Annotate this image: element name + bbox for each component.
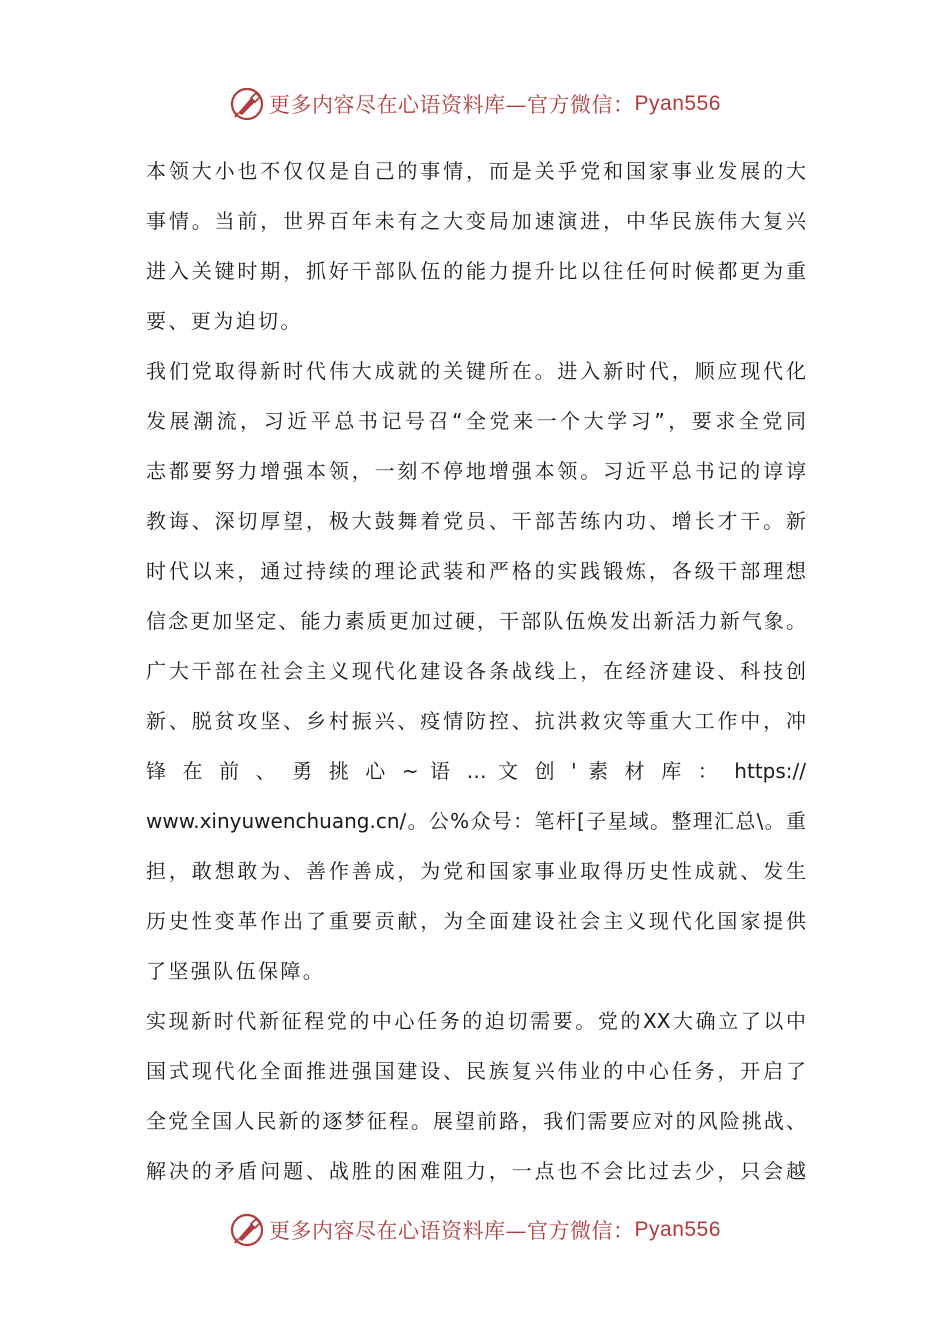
body-line: 担，敢想敢为、善作善成，为党和国家事业取得历史性成就、发生 xyxy=(146,859,806,883)
body-line: 解决的矛盾问题、战胜的困难阻力，一点也不会比过去少，只会越 xyxy=(146,1159,806,1183)
body-line: 实现新时代新征程党的中心任务的迫切需要。党的XX大确立了以中 xyxy=(146,1009,806,1033)
body-line-link: 锋 在 前 、 勇 挑 心 ~ 语 … 文 创 ' 素 材 库 ： https:// xyxy=(146,759,806,783)
body-line: 志都要努力增强本领，一刻不停地增强本领。习近平总书记的谆谆 xyxy=(146,459,806,483)
body-line: 信念更加坚定、能力素质更加过硬，干部队伍焕发出新活力新气象。 xyxy=(146,609,806,633)
body-line: 全党全国人民新的逐梦征程。展望前路，我们需要应对的风险挑战、 xyxy=(146,1109,806,1133)
body-line: 时代以来，通过持续的理论武装和严格的实践锻炼，各级干部理想 xyxy=(146,559,806,583)
body-line: 我们党取得新时代伟大成就的关键所在。进入新时代，顺应现代化 xyxy=(146,359,806,383)
footer-watermark xyxy=(0,1208,950,1252)
pen-nib-circle-icon xyxy=(229,1212,265,1248)
header-wechat-id: Pyan556 xyxy=(634,92,721,115)
body-line: 本领大小也不仅仅是自己的事情，而是关乎党和国家事业发展的大 xyxy=(146,159,806,183)
body-line: 国式现代化全面推进强国建设、民族复兴伟业的中心任务，开启了 xyxy=(146,1059,806,1083)
body-line: 发展潮流，习近平总书记号召“全党来一个大学习”，要求全党同 xyxy=(146,409,806,433)
body-line: 广大干部在社会主义现代化建设各条战线上，在经济建设、科技创 xyxy=(146,659,806,683)
body-line: 事情。当前，世界百年未有之大变局加速演进，中华民族伟大复兴 xyxy=(146,209,806,233)
pen-nib-circle-icon xyxy=(229,86,265,122)
body-line: 历史性变革作出了重要贡献，为全面建设社会主义现代化国家提供 xyxy=(146,909,806,933)
document-body xyxy=(146,146,806,1196)
body-line: 进入关键时期，抓好干部队伍的能力提升比以往任何时候都更为重 xyxy=(146,259,806,283)
footer-watermark-text: 更多内容尽在心语资料库—官方微信： xyxy=(269,1219,635,1243)
footer-wechat-id: Pyan556 xyxy=(634,1218,721,1241)
body-line: 教诲、深切厚望，极大鼓舞着党员、干部苦练内功、增长才干。新 xyxy=(146,509,806,533)
body-line: 了坚强队伍保障。 xyxy=(146,959,326,983)
body-line-url: www.xinyuwenchuang.cn/。公%众号：笔杆[子星域。整理汇总\。重 xyxy=(146,809,806,833)
body-line: 要、更为迫切。 xyxy=(146,309,303,333)
header-watermark-text: 更多内容尽在心语资料库—官方微信： xyxy=(269,93,635,117)
body-line: 新、脱贫攻坚、乡村振兴、疫情防控、抗洪救灾等重大工作中，冲 xyxy=(146,709,806,733)
header-watermark xyxy=(0,82,950,126)
